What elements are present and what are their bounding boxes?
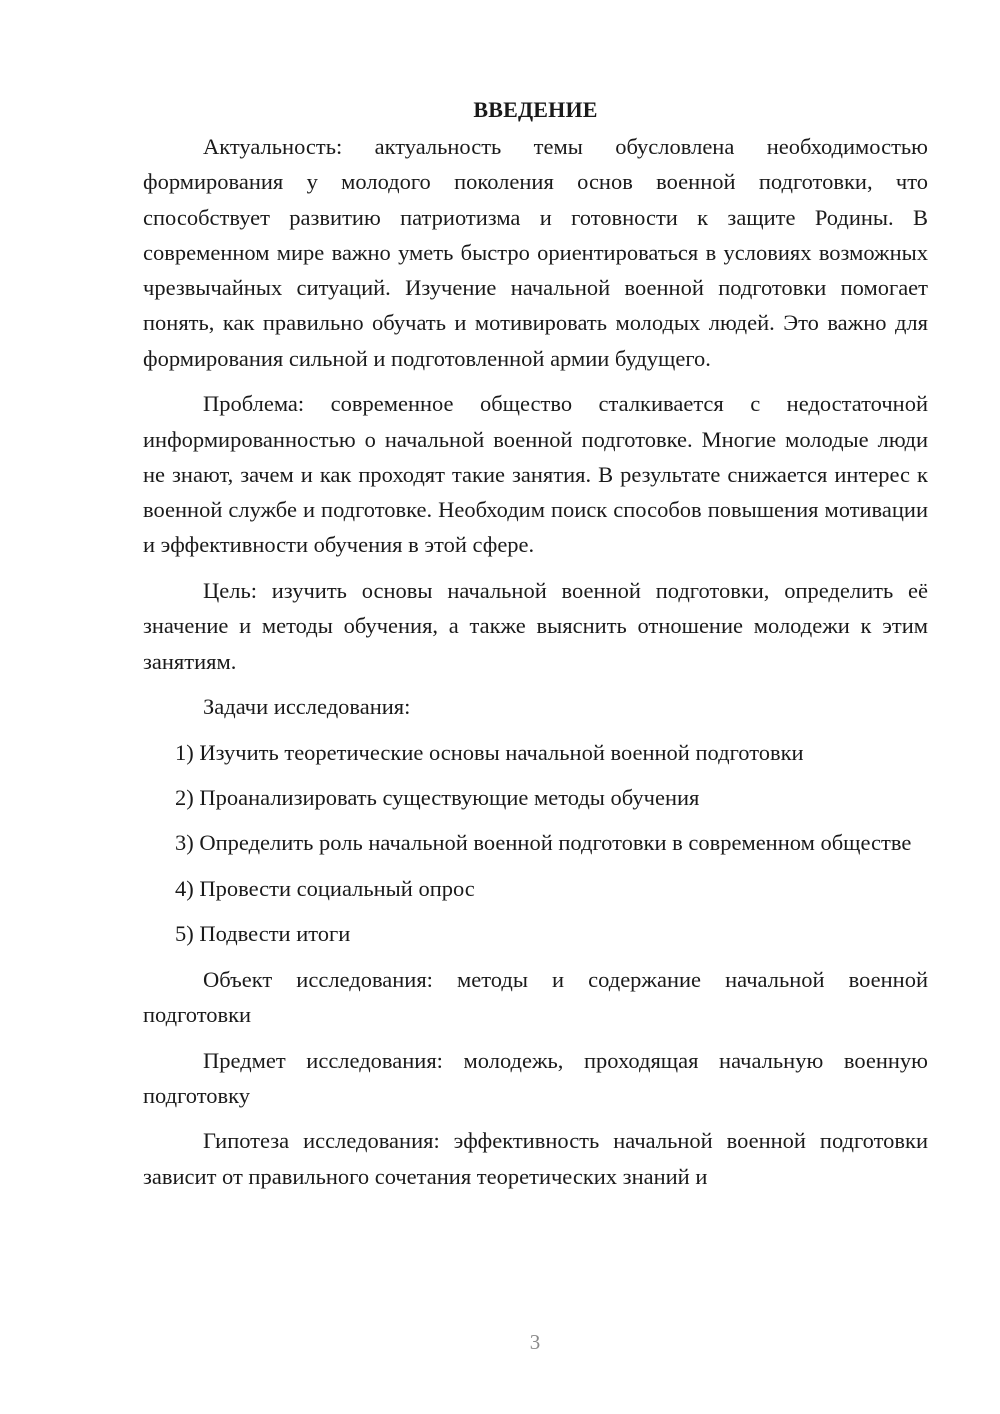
paragraph-subject: Предмет исследования: молодежь, проходящая начальную военную подготовку: [143, 1047, 928, 1108]
section-title: ВВЕДЕНИЕ: [473, 97, 598, 122]
task-item-3: 3) Определить роль начальной военной подготовки в современном обществе: [175, 830, 912, 856]
page-number: 3: [529, 1330, 541, 1354]
paragraph-relevance: Актуальность: актуальность темы обусловлена необходимостью формирования у молодого поколения основ военной подготовки, что способствует развитию патриотизма и готовности к защите Родины. В современном мире важно уметь быстро ориентироваться в условиях возможных чрезвычайных ситуаций. Изучение начальной военной подготовки помогает понять, как правильно обучать и мотивировать молодых людей. Это важно для формирования сильной и подготовленной армии будущего.: [143, 134, 928, 371]
paragraph-problem: Проблема: современное общество сталкивается с недостаточной информированностью о начальной военной подготовке. Многие молодые люди не знают, зачем и как проходят такие занятия. В результате снижается интерес к военной службе и подготовке. Необходим поиск способов повышения мотивации и эффективности обучения в этой сфере.: [143, 391, 928, 558]
tasks-heading: Задачи исследования:: [203, 694, 411, 720]
paragraph-goal: Цель: изучить основы начальной военной подготовки, определить её значение и методы обучения, а также выяснить отношение молодежи к этим занятиям.: [143, 577, 928, 674]
task-item-4: 4) Провести социальный опрос: [175, 875, 475, 901]
paragraph-object: Объект исследования: методы и содержание начальной военной подготовки: [143, 966, 928, 1028]
document-page: [143, 92, 928, 1194]
paragraph-hypothesis: Гипотеза исследования: эффективность начальной военной подготовки зависит от правильного сочетания теоретических знаний и: [143, 1128, 928, 1189]
task-item-1: 1) Изучить теоретические основы начальной военной подготовки: [175, 739, 804, 765]
task-item-2: 2) Проанализировать существующие методы обучения: [175, 784, 700, 810]
task-item-5: 5) Подвести итоги: [175, 921, 351, 947]
